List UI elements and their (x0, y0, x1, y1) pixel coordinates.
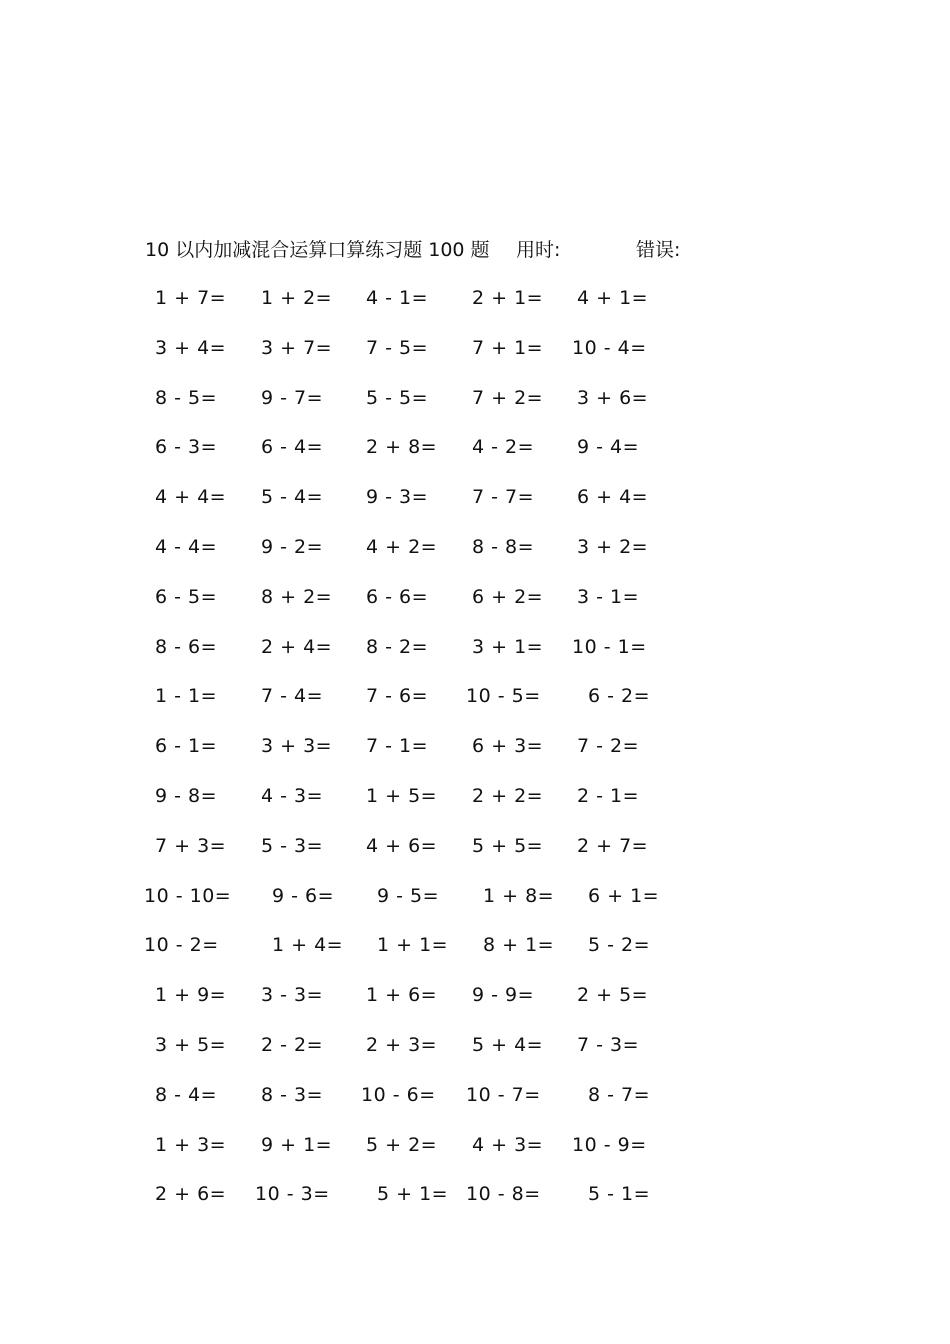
problem-item: 10 - 8= (466, 1183, 541, 1206)
problem-item: 7 - 3= (577, 1033, 640, 1056)
problem-row (0, 1081, 950, 1131)
problem-item: 8 + 1= (483, 934, 555, 957)
problem-item: 5 - 2= (588, 934, 651, 957)
problem-item: 5 - 3= (261, 834, 324, 857)
problem-item: 7 - 1= (366, 735, 429, 758)
problem-item: 8 - 5= (155, 386, 218, 409)
problem-row (0, 1031, 950, 1081)
problem-item: 9 - 8= (155, 784, 218, 807)
time-used-label: 用时: (516, 239, 561, 261)
problem-item: 10 - 3= (255, 1183, 330, 1206)
problem-row (0, 483, 950, 533)
problem-row (0, 583, 950, 633)
worksheet-header (0, 236, 950, 264)
problem-row (0, 782, 950, 832)
problem-item: 6 + 3= (472, 735, 544, 758)
problem-item: 7 - 2= (577, 735, 640, 758)
errors-label: 错误: (636, 239, 681, 261)
problem-item: 5 + 1= (377, 1183, 449, 1206)
problem-item: 6 - 3= (155, 436, 218, 459)
problem-item: 10 - 1= (572, 635, 647, 658)
problem-item: 6 - 4= (261, 436, 324, 459)
worksheet-title: 10 以内加减混合运算口算练习题 100 题 (145, 239, 490, 261)
problem-item: 5 - 5= (366, 386, 429, 409)
problem-item: 10 - 2= (144, 934, 219, 957)
problem-item: 5 - 4= (261, 486, 324, 509)
problem-item: 1 + 8= (483, 884, 555, 907)
problem-item: 6 + 1= (588, 884, 660, 907)
problem-item: 9 - 2= (261, 535, 324, 558)
problem-item: 1 + 3= (155, 1133, 227, 1156)
problem-item: 8 - 7= (588, 1083, 651, 1106)
problem-item: 1 + 7= (155, 287, 227, 309)
problem-row (0, 433, 950, 483)
problem-item: 9 - 9= (472, 984, 535, 1007)
problem-item: 7 - 5= (366, 336, 429, 359)
problem-item: 3 - 1= (577, 585, 640, 608)
problem-item: 2 + 8= (366, 436, 438, 459)
problem-item: 7 + 2= (472, 386, 544, 409)
problem-row (0, 882, 950, 932)
problem-row (0, 334, 950, 384)
problem-item: 8 - 4= (155, 1083, 218, 1106)
problem-item: 1 + 5= (366, 784, 438, 807)
problem-item: 2 + 6= (155, 1183, 227, 1206)
problem-item: 8 + 2= (261, 585, 333, 608)
problem-item: 9 - 3= (366, 486, 429, 509)
problem-item: 3 + 1= (472, 635, 544, 658)
problem-item: 2 + 7= (577, 834, 649, 857)
problem-row (0, 931, 950, 981)
problem-item: 5 + 5= (472, 834, 544, 857)
problem-item: 4 - 3= (261, 784, 324, 807)
problem-item: 4 + 1= (577, 287, 649, 309)
problem-row (0, 832, 950, 882)
problem-item: 2 - 2= (261, 1033, 324, 1056)
problem-item: 1 + 4= (272, 934, 344, 957)
problem-item: 4 - 4= (155, 535, 218, 558)
problem-item: 3 + 5= (155, 1033, 227, 1056)
problem-item: 8 - 3= (261, 1083, 324, 1106)
problem-item: 3 + 6= (577, 386, 649, 409)
problem-row (0, 533, 950, 583)
problem-item: 2 + 5= (577, 984, 649, 1007)
problem-item: 2 - 1= (577, 784, 640, 807)
problem-row (0, 1131, 950, 1181)
problem-item: 6 - 5= (155, 585, 218, 608)
problem-item: 1 + 9= (155, 984, 227, 1007)
problem-item: 3 + 2= (577, 535, 649, 558)
problem-item: 9 - 5= (377, 884, 440, 907)
problem-item: 10 - 4= (572, 336, 647, 359)
problem-row (0, 384, 950, 434)
problem-item: 7 + 3= (155, 834, 227, 857)
problem-item: 1 - 1= (155, 685, 218, 708)
problem-item: 6 + 2= (472, 585, 544, 608)
problem-item: 9 - 6= (272, 884, 335, 907)
problem-item: 10 - 5= (466, 685, 541, 708)
problem-item: 1 + 2= (261, 287, 333, 309)
problem-item: 10 - 10= (144, 884, 232, 907)
problem-item: 7 + 1= (472, 336, 544, 359)
problem-item: 4 + 6= (366, 834, 438, 857)
problem-row (0, 981, 950, 1031)
problem-item: 4 + 3= (472, 1133, 544, 1156)
problem-item: 8 - 6= (155, 635, 218, 658)
problem-item: 2 + 1= (472, 287, 544, 309)
problem-item: 4 - 2= (472, 436, 535, 459)
problem-item: 9 - 4= (577, 436, 640, 459)
problem-item: 10 - 9= (572, 1133, 647, 1156)
problem-item: 4 + 4= (155, 486, 227, 509)
problem-item: 3 - 3= (261, 984, 324, 1007)
problem-item: 2 + 4= (261, 635, 333, 658)
problem-item: 5 - 1= (588, 1183, 651, 1206)
problem-row (0, 633, 950, 683)
problem-row (0, 682, 950, 732)
problem-row (0, 732, 950, 782)
problem-item: 6 - 2= (588, 685, 651, 708)
problem-item: 1 + 1= (377, 934, 449, 957)
problem-item: 2 + 3= (366, 1033, 438, 1056)
problem-item: 6 - 1= (155, 735, 218, 758)
problem-item: 7 - 4= (261, 685, 324, 708)
problem-item: 4 + 2= (366, 535, 438, 558)
problem-item: 9 + 1= (261, 1133, 333, 1156)
problem-item: 2 + 2= (472, 784, 544, 807)
problem-item: 9 - 7= (261, 386, 324, 409)
problem-item: 10 - 7= (466, 1083, 541, 1106)
problem-grid (0, 284, 950, 1230)
problem-item: 6 + 4= (577, 486, 649, 509)
problem-item: 4 - 1= (366, 287, 429, 309)
problem-item: 3 + 7= (261, 336, 333, 359)
problem-row (0, 284, 950, 334)
problem-item: 6 - 6= (366, 585, 429, 608)
problem-item: 8 - 2= (366, 635, 429, 658)
problem-item: 3 + 4= (155, 336, 227, 359)
problem-item: 5 + 4= (472, 1033, 544, 1056)
problem-item: 5 + 2= (366, 1133, 438, 1156)
problem-item: 10 - 6= (361, 1083, 436, 1106)
problem-item: 1 + 6= (366, 984, 438, 1007)
problem-item: 7 - 6= (366, 685, 429, 708)
problem-item: 7 - 7= (472, 486, 535, 509)
problem-item: 3 + 3= (261, 735, 333, 758)
problem-item: 8 - 8= (472, 535, 535, 558)
problem-row (0, 1180, 950, 1230)
